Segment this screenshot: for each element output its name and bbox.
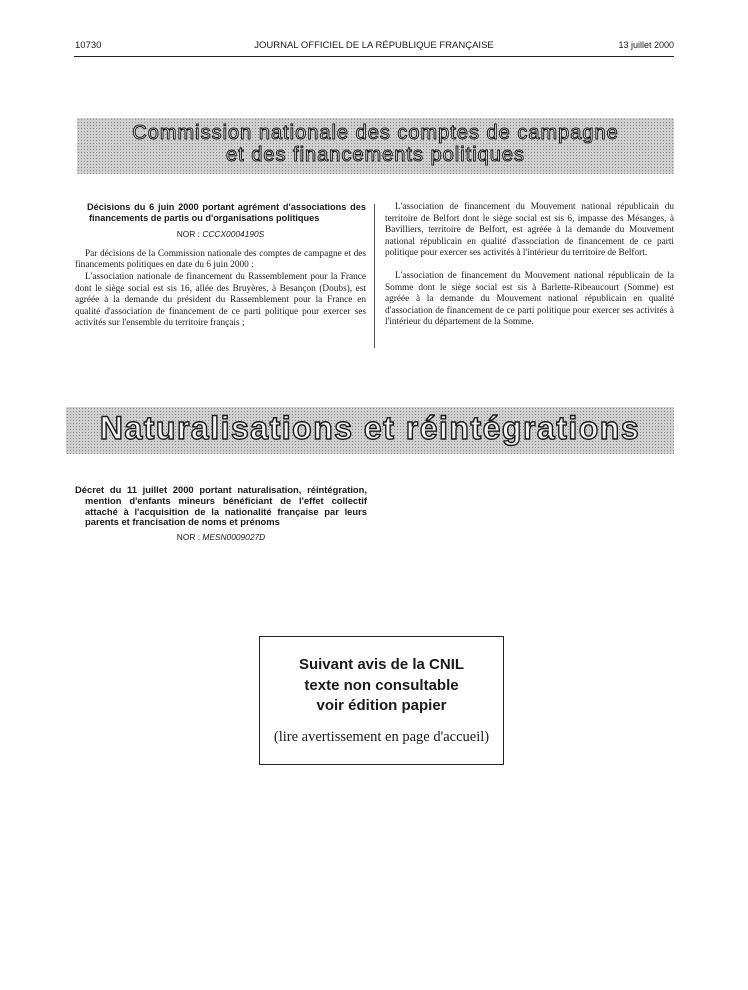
- decision-nor: [75, 229, 366, 241]
- cnil-line-1: Suivant avis de la CNIL: [298, 656, 465, 673]
- column-divider: [374, 204, 375, 348]
- left-column: [75, 202, 366, 330]
- decision-paragraph-belfort: L'association de financement du Mouvement national républicain du territoire de Belfort dont le siège social est sis 6, impasse des Mésanges, à Bavilliers, territoire de Belfort, est agréée à la demande du Mouvement national républicain en qualité d'association de financement de ce parti politique pour exercer ses activités à l'intérieur du territoire de Belfort.: [385, 202, 674, 259]
- journal-title: JOURNAL OFFICIEL DE LA RÉPUBLIQUE FRANÇAISE: [254, 40, 494, 51]
- page-header: [0, 40, 748, 56]
- nor-label: NOR :: [176, 532, 201, 543]
- decision-paragraph-somme: L'association de financement du Mouvement national républicain de la Somme dont le siège social est sis à Barlette-Ribeaucourt (Somme) est agréée à la demande du Mouvement national républicain en qualité d'association de financement de ce parti politique pour exercer ses activités à l'intérieur du département de la Somme.: [385, 270, 674, 328]
- cnil-line-2: texte non consultable: [304, 677, 459, 694]
- cnil-line-4: (lire avertissement en page d'accueil): [273, 729, 490, 745]
- decision-paragraph-rpf: L'association nationale de financement du Rassemblement pour la France dont le siège social est sis 16, allée des Bruyères, à Besançon (Doubs), est agréée à la demande du président du Rassemblement pour la France en qualité d'association de financement de ce parti politique pour exercer ses activités sur l'ensemble du territoire français ;: [75, 271, 366, 329]
- decision-title: Décisions du 6 juin 2000 portant agrément d'associations des financements de partis ou d'organisations politiques: [87, 202, 366, 223]
- decret-title: Décret du 11 juillet 2000 portant naturalisation, réintégration, mention d'enfants mineurs bénéficiant de l'effet collectif attaché à l'acquisition de la nationalité française par leurs parents et francisation de noms et prénoms: [75, 484, 367, 528]
- cnil-notice-box: [259, 636, 504, 765]
- issue-date: 13 juillet 2000: [618, 40, 674, 50]
- section-banner-commission: [77, 118, 674, 174]
- decision-paragraph-intro: Par décisions de la Commission nationale des comptes de campagne et des financements politiques en date du 6 juin 2000 :: [75, 248, 366, 271]
- nor-code: MESN0009027D: [202, 532, 266, 543]
- section-title-line1: Commission nationale des comptes de campagne: [132, 122, 619, 144]
- right-column: [385, 202, 674, 329]
- nor-label: NOR :: [176, 229, 200, 240]
- header-rule: [74, 56, 674, 57]
- section-title: Naturalisations et réintégrations: [99, 410, 641, 446]
- section-banner-naturalisations: [66, 407, 674, 454]
- cnil-line-3: voir édition papier: [316, 697, 447, 714]
- section-title-line2: et des financements politiques: [225, 144, 526, 166]
- page-number: 10730: [75, 40, 102, 51]
- decret-block: [75, 485, 367, 543]
- nor-code: CCCX0004190S: [202, 229, 265, 240]
- decret-nor: [75, 532, 367, 543]
